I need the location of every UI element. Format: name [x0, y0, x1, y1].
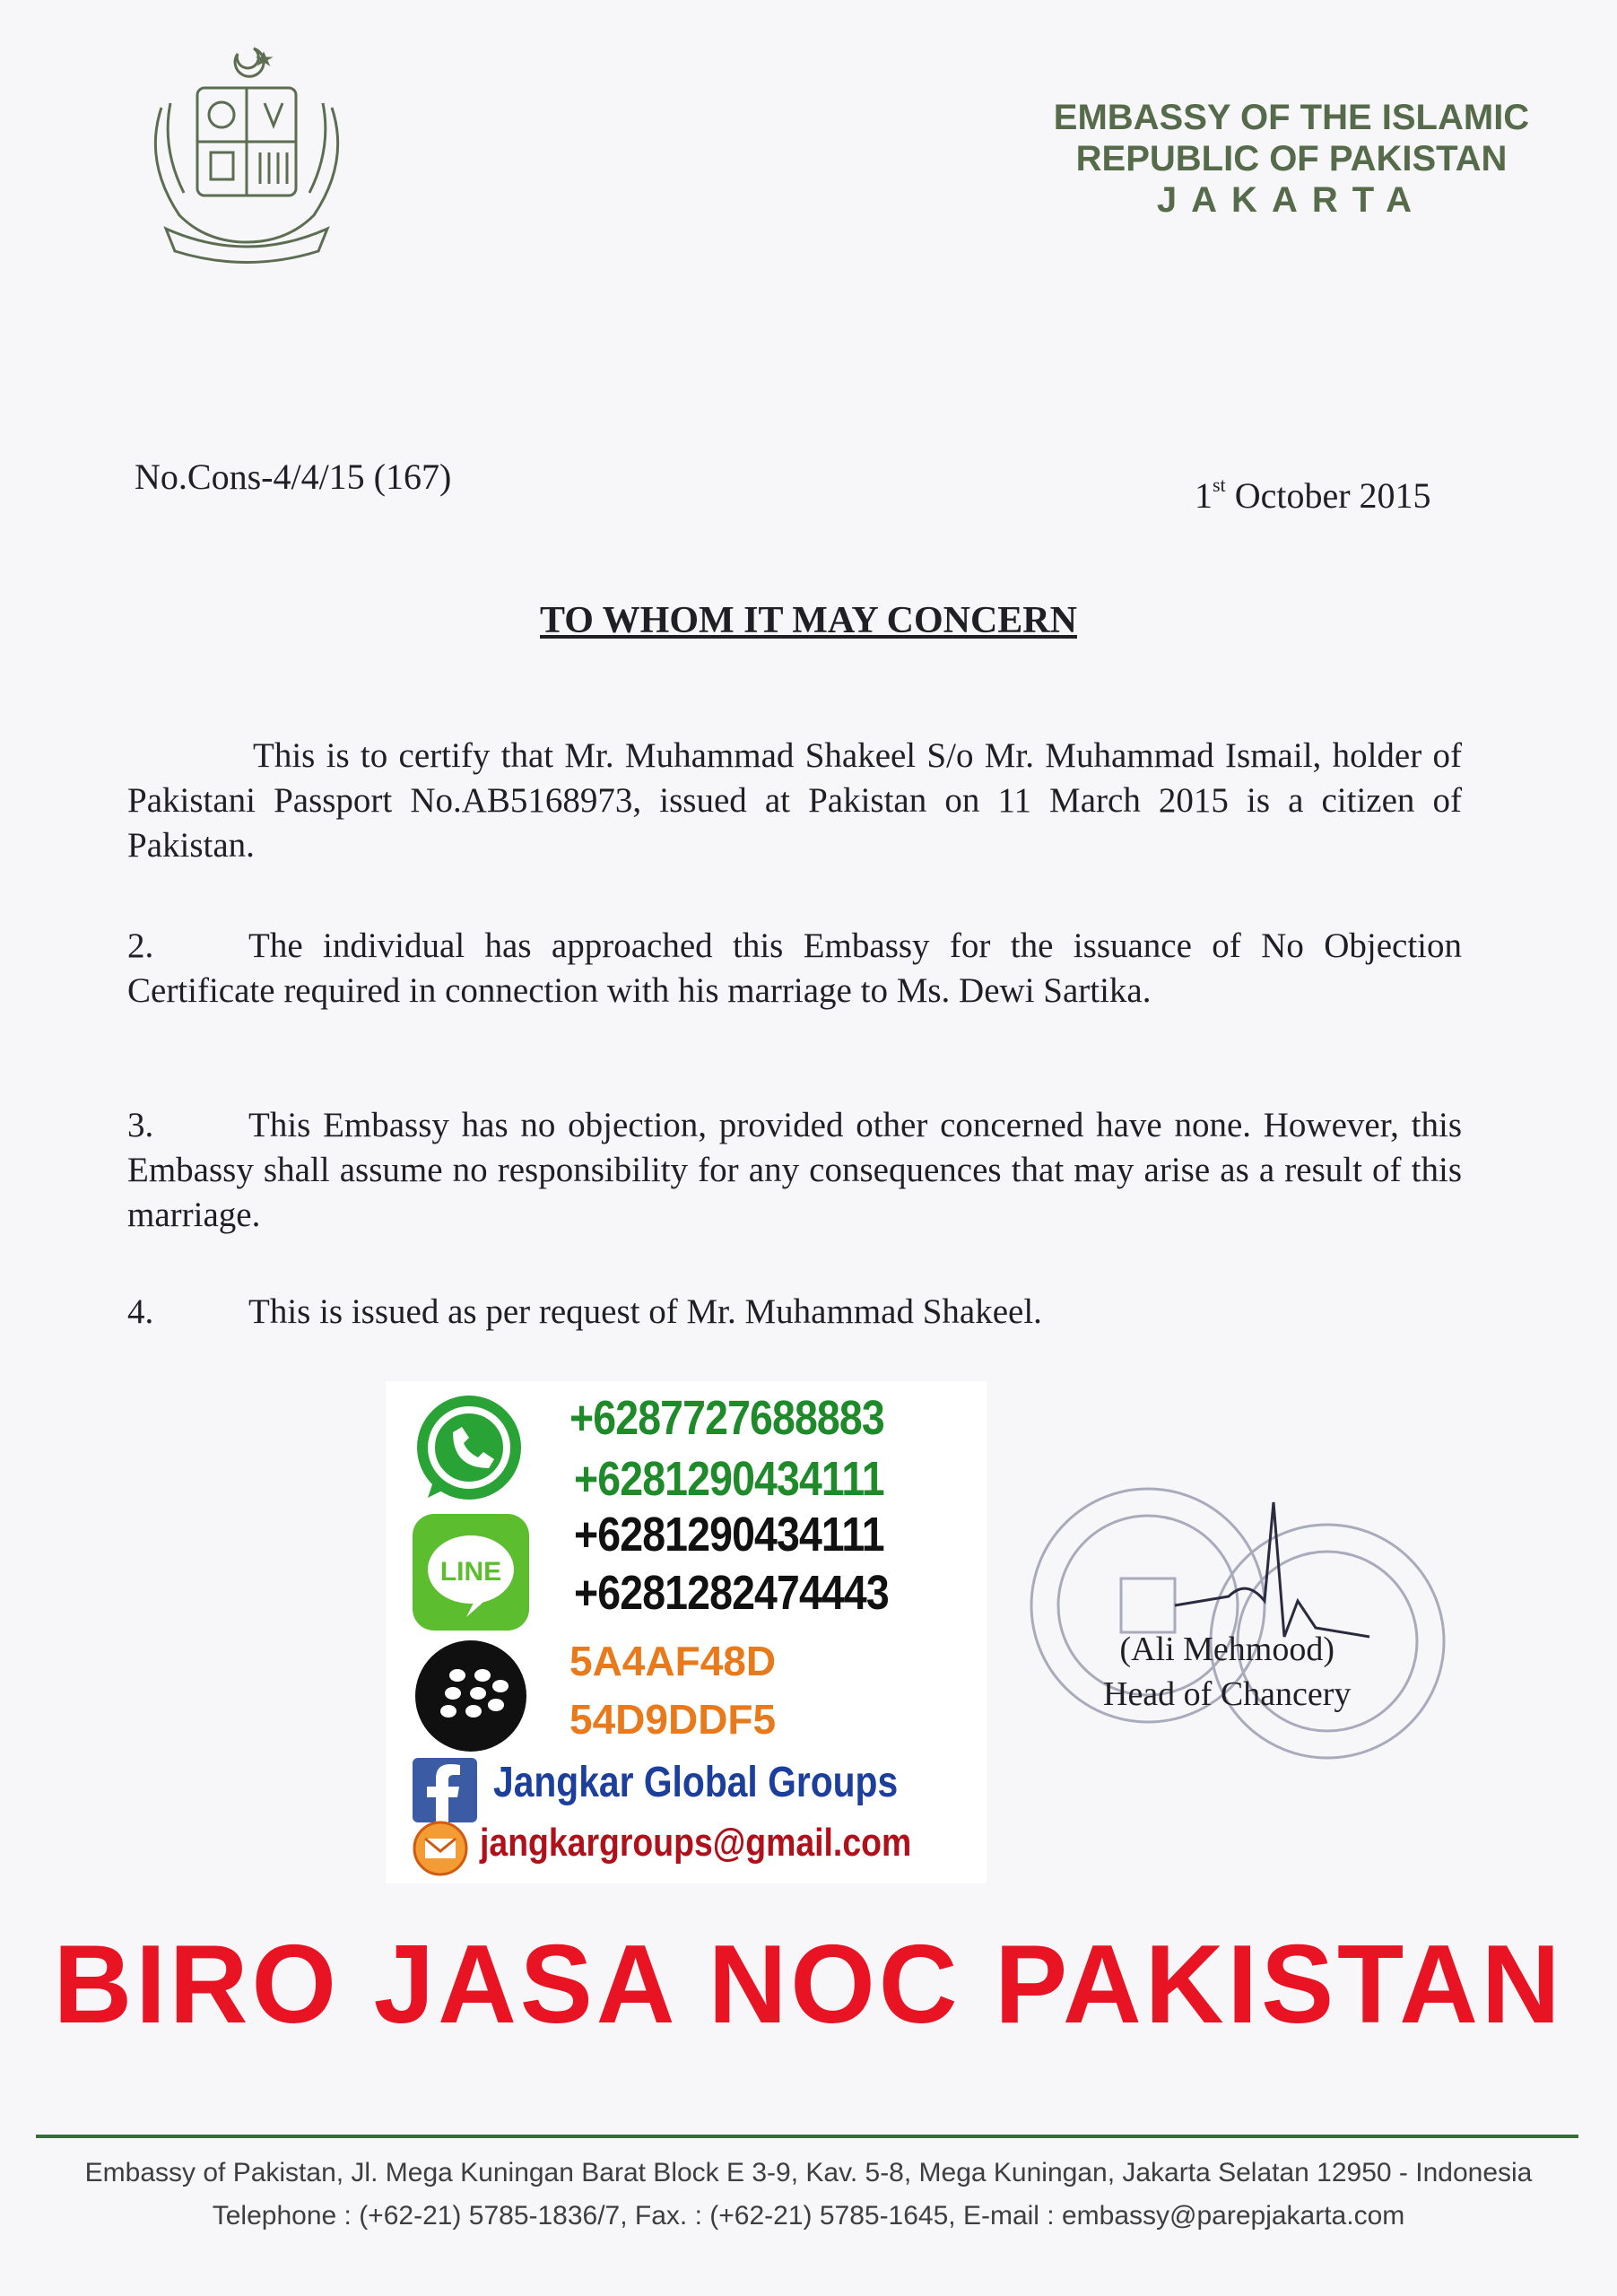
line-icon-label: LINE	[439, 1557, 502, 1587]
paragraph-4-text: This is issued as per request of Mr. Muhammad Shakeel.	[248, 1292, 1042, 1331]
signer-name: (Ali Mehmood)	[1119, 1631, 1334, 1668]
footer-address: Embassy of Pakistan, Jl. Mega Kuningan Barat Block E 3-9, Kav. 5-8, Mega Kuningan, Jakarta Selatan 12950 - Indonesia	[84, 2158, 1533, 2187]
embassy-heading-line1: EMBASSY OF THE ISLAMIC	[1053, 98, 1530, 137]
paragraph-3	[127, 1103, 1462, 1238]
facebook-icon	[413, 1758, 477, 1822]
embassy-heading	[1022, 97, 1560, 221]
phone-number-1: +6287727688883	[569, 1391, 884, 1445]
line-app-icon	[413, 1514, 529, 1631]
paragraph-2-number: 2.	[127, 926, 154, 965]
paragraph-3-number: 3.	[127, 1106, 154, 1144]
paragraph-4	[127, 1290, 1462, 1335]
blackberry-icon	[413, 1638, 529, 1754]
whatsapp-icon	[408, 1392, 529, 1509]
paragraph-3-text: This Embassy has no objection, provided other concerned have none. However, this Embassy shall assume no responsibility for any consequences that may arise as a result of this marriage.	[127, 1106, 1462, 1234]
date-rest: October 2015	[1234, 475, 1431, 516]
phone-number-3: +6281290434111	[574, 1508, 884, 1561]
email-icon	[413, 1821, 468, 1876]
contact-block	[386, 1381, 987, 1883]
letter-title: TO WHOM IT MAY CONCERN	[540, 600, 1077, 641]
contact-email[interactable]: jangkargroups@gmail.com	[480, 1821, 912, 1865]
signature-block	[1103, 1627, 1351, 1717]
footer-contact: Telephone : (+62-21) 5785-1836/7, Fax. : (+62-21) 5785-1645, E-mail : embassy@parepjakarta.com	[212, 2201, 1405, 2231]
reference-number: No.Cons-4/4/15 (167)	[135, 457, 452, 497]
paragraph-2	[127, 924, 1462, 1013]
phone-number-4: +6281282474443	[574, 1566, 889, 1620]
promo-banner: BIRO JASA NOC PAKISTAN	[53, 1923, 1564, 2047]
footer-divider	[36, 2135, 1578, 2138]
letter-date	[1195, 474, 1431, 517]
paragraph-4-number: 4.	[127, 1292, 154, 1331]
signer-title: Head of Chancery	[1103, 1675, 1352, 1713]
embassy-heading-line2: REPUBLIC OF PAKISTAN	[1075, 139, 1508, 178]
phone-number-2: +6281290434111	[574, 1452, 884, 1506]
bbm-pin-2: 54D9DDF5	[569, 1696, 777, 1743]
paragraph-1	[127, 734, 1462, 868]
facebook-page-name[interactable]: Jangkar Global Groups	[493, 1759, 899, 1806]
paragraph-1-text: This is to certify that Mr. Muhammad Shakeel S/o Mr. Muhammad Ismail, holder of Pakistani Passport No.AB5168973, issued at Pakistan on 11 March 2015 is a citizen of Pakistan.	[127, 736, 1462, 865]
embassy-heading-city: JAKARTA	[1156, 180, 1427, 220]
date-suffix: st	[1213, 474, 1226, 496]
state-emblem-icon	[135, 27, 359, 269]
paragraph-2-text: The individual has approached this Embassy for the issuance of No Objection Certificate required in connection with his marriage to Ms. Dewi Sartika.	[127, 926, 1462, 1010]
date-day: 1	[1195, 475, 1213, 516]
bbm-pin-1: 5A4AF48D	[569, 1638, 777, 1684]
